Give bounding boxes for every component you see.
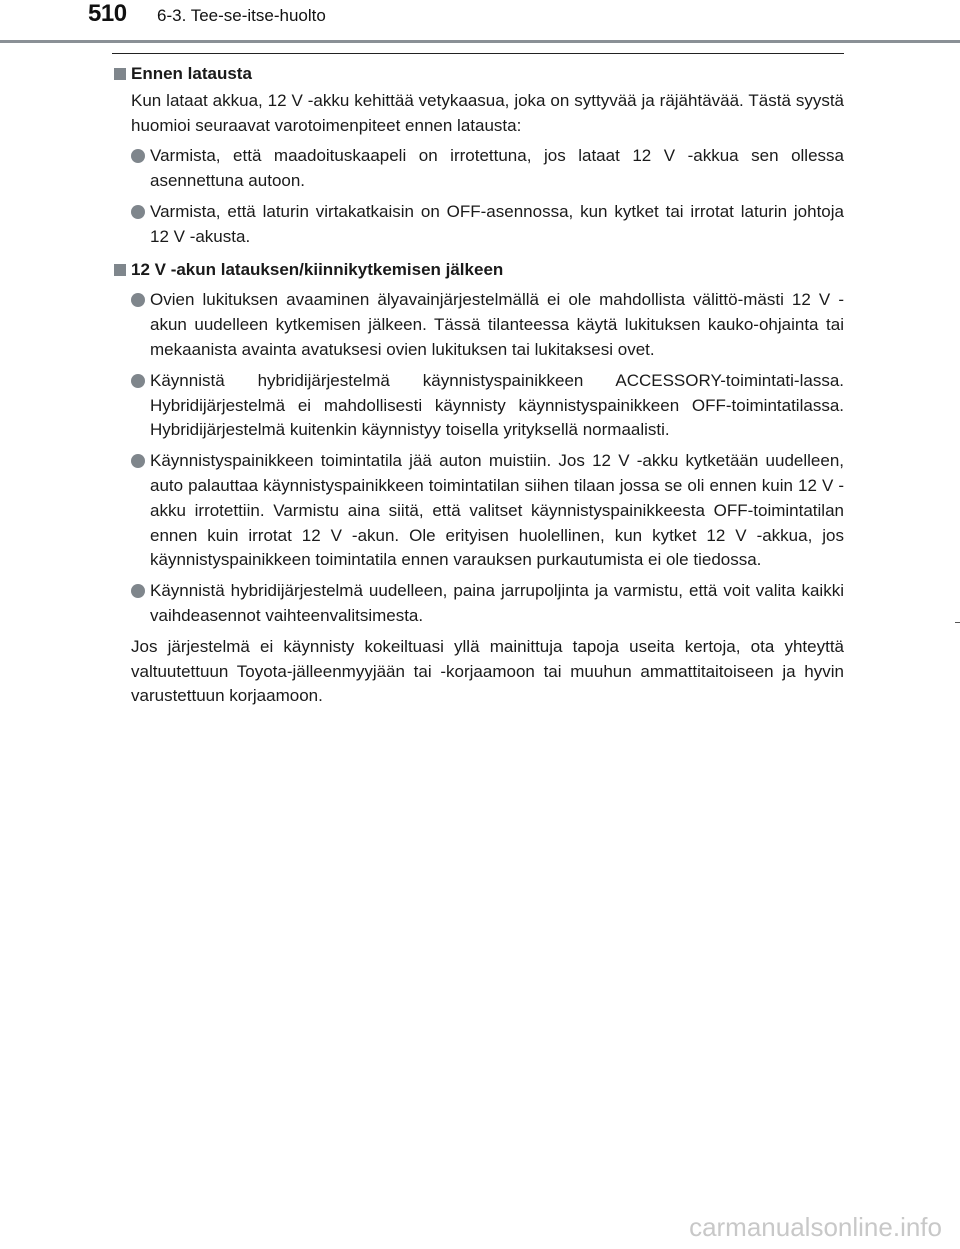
heading-ennen-latausta: Ennen latausta — [112, 62, 844, 87]
watermark: carmanualsonline.info — [689, 1212, 942, 1242]
edge-tick-mark — [955, 622, 960, 623]
bullet-item: Varmista, että maadoituskaapeli on irrotettuna, jos lataat 12 V -akkua sen ollessa asennettuna autoon. — [131, 144, 844, 194]
heading-after-charging: 12 V -akun latauksen/kiinnikytkemisen jälkeen — [112, 258, 844, 283]
page-content — [112, 62, 844, 709]
intro-paragraph: Kun lataat akkua, 12 V -akku kehittää vetykaasua, joka on syttyvää ja räjähtävää. Tästä syystä huomioi seuraavat varotoimenpiteet ennen latausta: — [131, 90, 844, 135]
closing-paragraph: Jos järjestelmä ei käynnisty kokeiltuasi yllä mainittuja tapoja useita kertoja, ota yhteyttä valtuutettuun Toyota-jälleenmyyjään tai -korjaamoon tai muuhun ammattitaitoiseen ja hyvin varustettuun korjaamoon. — [131, 636, 844, 706]
section-title: 6-3. Tee-se-itse-huolto — [157, 6, 326, 25]
bullet-item: Varmista, että laturin virtakatkaisin on OFF-asennossa, kun kytket tai irrotat laturin johtoja 12 V -akusta. — [131, 200, 844, 250]
bullet-item: Käynnistä hybridijärjestelmä uudelleen, paina jarrupoljinta ja varmistu, että voit valita kaikki vaihdeasennot vaihteenvalitsimesta. — [131, 579, 844, 629]
page-number: 510 — [88, 0, 127, 27]
top-rule — [112, 53, 844, 54]
page-header — [0, 0, 960, 43]
bullet-item: Käynnistä hybridijärjestelmä käynnistyspainikkeen ACCESSORY-toimintati-lassa. Hybridijärjestelmä ei mahdollisesti käynnisty käynnistyspainikkeen OFF-toimintatilassa. Hybridijärjestelmä kuitenkin käynnistyy toisella yrityksellä normaalisti. — [131, 369, 844, 443]
bullet-item: Käynnistyspainikkeen toimintatila jää auton muistiin. Jos 12 V -akku kytketään uudelleen, auto palauttaa käynnistyspainikkeen toimintatilan siihen tilaan jossa se oli ennen kuin 12 V -akku irrotettiin. Varmistu aina siitä, että valitset käynnistyspainikkeesta OFF-toimintatilan ennen kuin irrotat 12 V -akun. Ole erityisen huolellinen, kun kytket 12 V -akkua, jos käynnistyspainikkeen toimintatila ennen varauksen purkautumista ei ole tiedossa. — [131, 449, 844, 573]
bullet-item: Ovien lukituksen avaaminen älyavainjärjestelmällä ei ole mahdollista välittö-mästi 12 V -akun uudelleen kytkemisen jälkeen. Tässä tilanteessa käytä lukituksen kauko-ohjainta tai mekaanista avainta avatuksesi ovien lukituksen tai lukitaksesi ovet. — [131, 288, 844, 362]
